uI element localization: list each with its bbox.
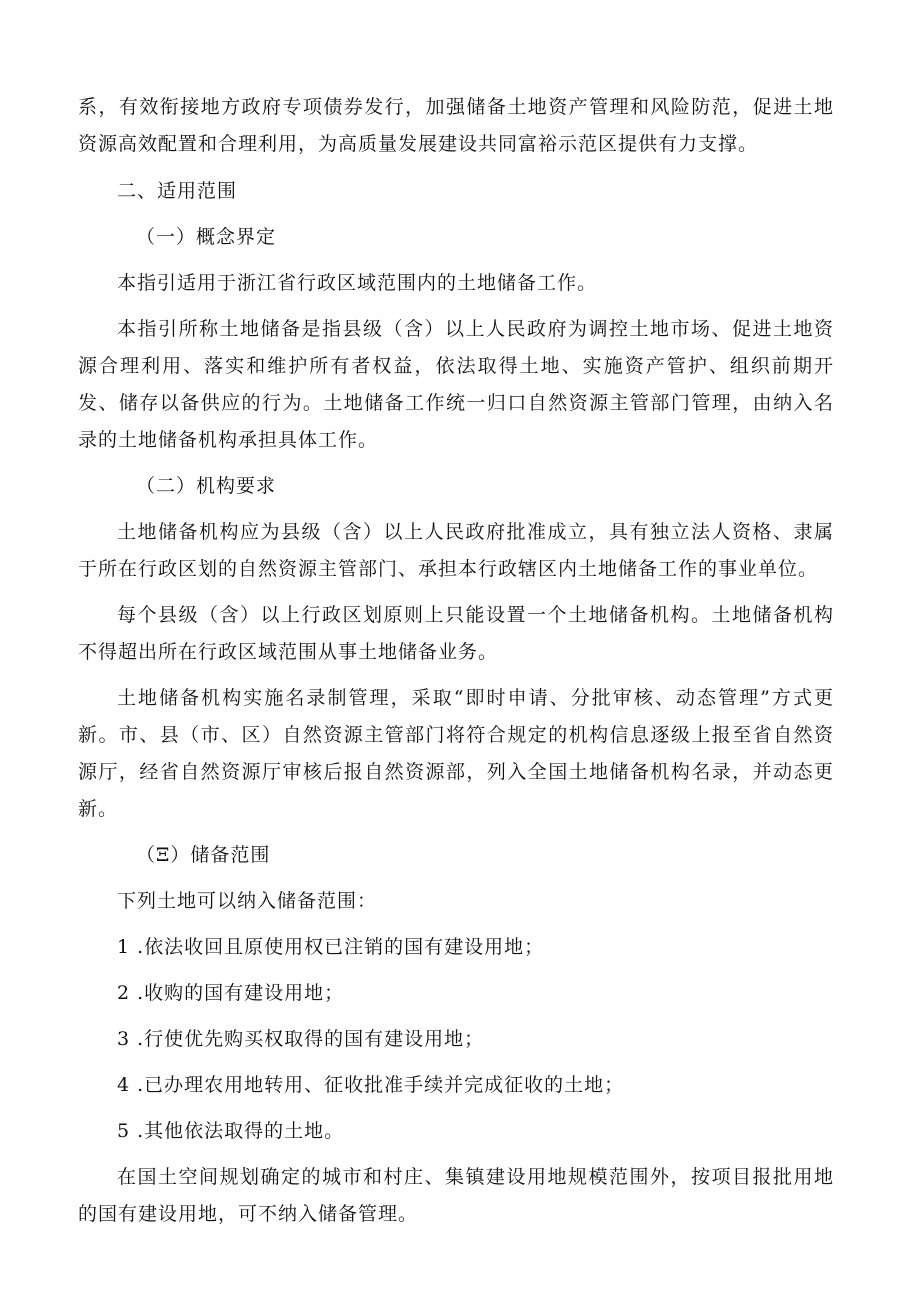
reserve-scope-final-paragraph: 在国土空间规划确定的城市和村庄、集镇建设用地规模范围外，按项目报批用地的国有建设用地，可不纳入储备管理。 (78, 1166, 834, 1225)
institution-paragraph-1: 土地储备机构应为县级（含）以上人民政府批准成立，具有独立法人资格、隶属于所在行政区划的自然资源主管部门、承担本行政辖区内土地储备工作的事业单位。 (78, 521, 834, 580)
definition-paragraph-1: 本指引适用于浙江省行政区域范围内的土地储备工作。 (117, 272, 598, 294)
list-item: 1 .依法收回且原使用权已注销的国有建设用地； (117, 936, 545, 958)
subsection-heading-institution: （二）机构要求 (136, 475, 277, 497)
list-item: 3 .行使优先购买权取得的国有建设用地； (117, 1028, 485, 1050)
institution-paragraph-3: 土地储备机构实施名录制管理，采取“即时申请、分批审核、动态管理”方式更新。市、县（市、区）自然资源主管部门将符合规定的机构信息逐级上报至省自然资源厅，经省自然资源厅审核后报自然资源部，列入全国土地储备机构名录，并动态更新。 (78, 687, 834, 820)
list-item: 2 .收购的国有建设用地； (117, 982, 345, 1004)
document-body (78, 89, 834, 1233)
list-item: 5 .其他依法取得的土地。 (117, 1120, 345, 1142)
institution-paragraph-2: 每个县级（含）以上行政区划原则上只能设置一个土地储备机构。土地储备机构不得超出所在行政区域范围从事土地储备业务。 (78, 604, 834, 663)
section-heading-scope: 二、适用范围 (117, 180, 238, 202)
subsection-heading-reserve-scope: （Ξ）储备范围 (136, 844, 271, 866)
list-item: 4 .已办理农用地转用、征收批准手续并完成征收的土地； (117, 1074, 625, 1096)
subsection-heading-definition: （一）概念界定 (136, 226, 277, 248)
continuation-paragraph: 系，有效衔接地方政府专项债券发行，加强储备土地资产管理和风险防范，促进土地资源高效配置和合理利用，为高质量发展建设共同富裕示范区提供有力支撑。 (78, 96, 834, 155)
reserve-scope-intro: 下列土地可以纳入储备范围： (117, 890, 378, 912)
definition-paragraph-2: 本指引所称土地储备是指县级（含）以上人民政府为调控土地市场、促进土地资源合理利用、落实和维护所有者权益，依法取得土地、实施资产管护、组织前期开发、储存以备供应的行为。土地储备工作统一归口自然资源主管部门管理，由纳入名录的土地储备机构承担具体工作。 (78, 318, 834, 451)
